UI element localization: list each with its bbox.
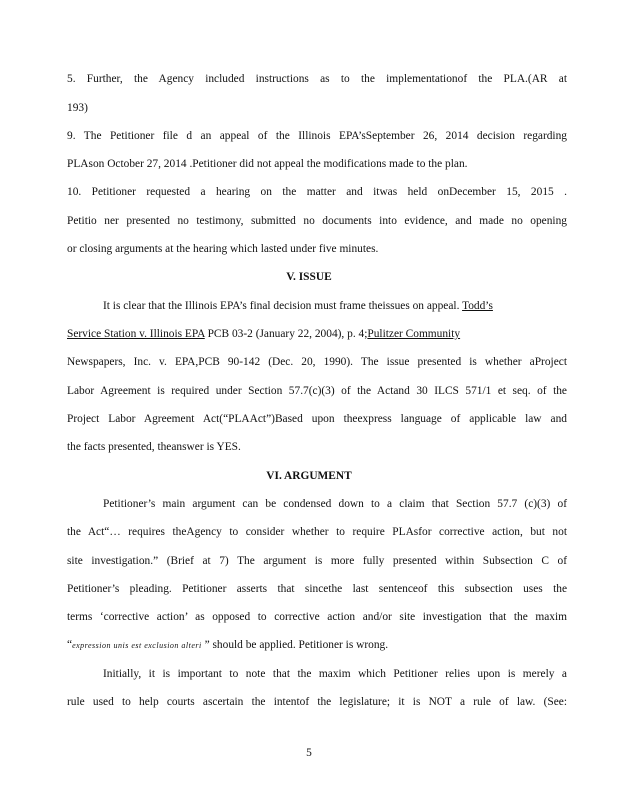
paragraph-line: Petitioner’s main argument can be condensed down to a claim that Section 57.7 (c)(3) of bbox=[103, 498, 567, 510]
section-heading-argument: VI. ARGUMENT bbox=[266, 470, 352, 482]
paragraph-line: rule used to help courts ascertain the intentof the legislature; it is NOT a rule of law. (See: bbox=[67, 696, 567, 708]
paragraph-line: PLAson October 27, 2014 .Petitioner did not appeal the modifications made to the plan. bbox=[67, 158, 468, 170]
paragraph-line: site investigation.” (Brief at 7) The argument is more fully presented within Subsection C of bbox=[67, 555, 567, 567]
paragraph-line bbox=[103, 299, 567, 313]
text-segment: It is clear that the Illinois EPA’s final decision must frame theissues on appeal. bbox=[103, 300, 463, 312]
paragraph-line: Petitio ner presented no testimony, submitted no documents into evidence, and made no opening bbox=[67, 215, 567, 227]
paragraph-line: Initially, it is important to note that the maxim which Petitioner relies upon is merely a bbox=[103, 668, 567, 680]
section-heading-issue: V. ISSUE bbox=[286, 271, 332, 283]
case-citation: Pulitzer Community bbox=[367, 328, 461, 340]
paragraph-line: the facts presented, theanswer is YES. bbox=[67, 441, 241, 453]
case-citation: Todd’s bbox=[462, 300, 493, 312]
open-quote: “ bbox=[67, 639, 73, 651]
paragraph-line bbox=[67, 327, 567, 341]
paragraph-line: Newspapers, Inc. v. EPA,PCB 90-142 (Dec. 20, 1990). The issue presented is whether aProject bbox=[67, 356, 567, 368]
paragraph-line: 9. The Petitioner file d an appeal of the Illinois EPA’sSeptember 26, 2014 decision regarding bbox=[67, 130, 567, 142]
paragraph-line: terms ‘corrective action’ as opposed to corrective action and/or site investigation that the maxim bbox=[67, 611, 567, 623]
page-number: 5 bbox=[306, 747, 312, 759]
text-segment: PCB 03-2 (January 22, 2004), p. 4; bbox=[204, 328, 368, 340]
paragraph-line: Project Labor Agreement Act(“PLAAct”)Based upon theexpress language of applicable law and bbox=[67, 413, 567, 425]
latin-maxim: expression unis est exclusion alteri bbox=[72, 641, 202, 650]
paragraph-line: 10. Petitioner requested a hearing on the matter and itwas held onDecember 15, 2015 . bbox=[67, 186, 567, 198]
paragraph-line: the Act“… requires theAgency to consider whether to require PLAsfor corrective action, but not bbox=[67, 526, 567, 538]
paragraph-line: Labor Agreement is required under Section 57.7(c)(3) of the Actand 30 ILCS 571/1 et seq. of the bbox=[67, 385, 567, 397]
paragraph-line: or closing arguments at the hearing which lasted under five minutes. bbox=[67, 243, 379, 255]
paragraph-line: 5. Further, the Agency included instructions as to the implementationof the PLA.(AR at bbox=[67, 73, 567, 85]
paragraph-line: Petitioner’s pleading. Petitioner asserts that sincethe last sentenceof this subsection uses the bbox=[67, 583, 567, 595]
text-segment: ” should be applied. Petitioner is wrong. bbox=[201, 639, 389, 651]
paragraph-line bbox=[67, 638, 567, 653]
paragraph-line: 193) bbox=[67, 102, 88, 114]
case-citation: Service Station v. Illinois EPA bbox=[67, 328, 205, 340]
